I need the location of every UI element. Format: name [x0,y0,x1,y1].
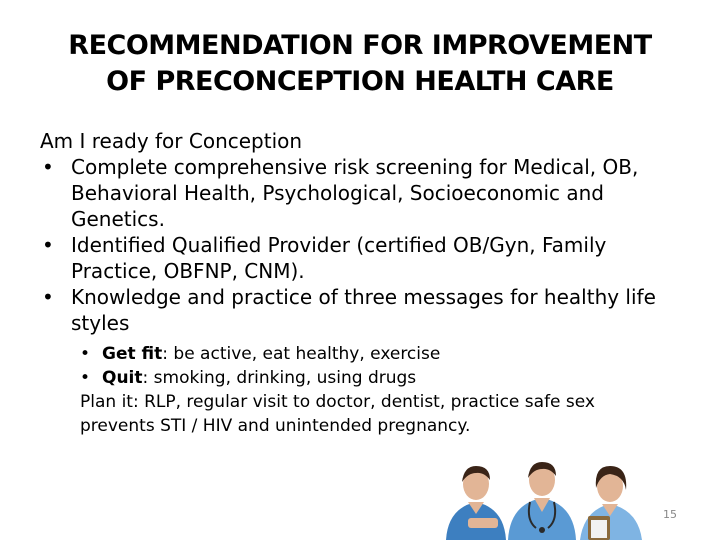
worker-left [446,466,506,540]
bullet-list [40,154,680,336]
intro-text: Am I ready for Conception [40,129,303,153]
sub-bullet-text: : smoking, drinking, using drugs [142,368,417,388]
slide-title [20,28,700,100]
slide-number: 15 [663,508,677,521]
healthcare-workers-photo [438,458,674,540]
healthcare-workers-illustration [438,458,674,540]
sub-bullet-list [78,342,680,390]
worker-center [508,462,576,540]
sub-bullet-label: Quit [102,368,143,388]
worker-right [580,466,642,540]
sub-bullet-item [78,366,680,390]
plan-text: Plan it: RLP, regular visit to doctor, dentist, practice safe sex prevents STI / HIV and unintended pregnancy. [80,392,595,436]
sub-bullet-label: Get fit [102,344,163,364]
sub-bullet-item [78,342,680,366]
bullet-item: • Complete comprehensive risk screening for Medical, OB, Behavioral Health, Psychological, Socioeconomic and Genetics. [40,154,680,232]
title-line-2: OF PRECONCEPTION HEALTH CARE [106,66,614,97]
sub-bullet-text: : be active, eat healthy, exercise [162,344,441,364]
bullet-item: • Identified Qualified Provider (certified OB/Gyn, Family Practice, OBFNP, CNM). [40,232,680,284]
bullet-item: • Knowledge and practice of three messages for healthy life styles [40,284,680,336]
slide-body [40,128,680,438]
title-line-1: RECOMMENDATION FOR IMPROVEMENT [68,30,652,61]
